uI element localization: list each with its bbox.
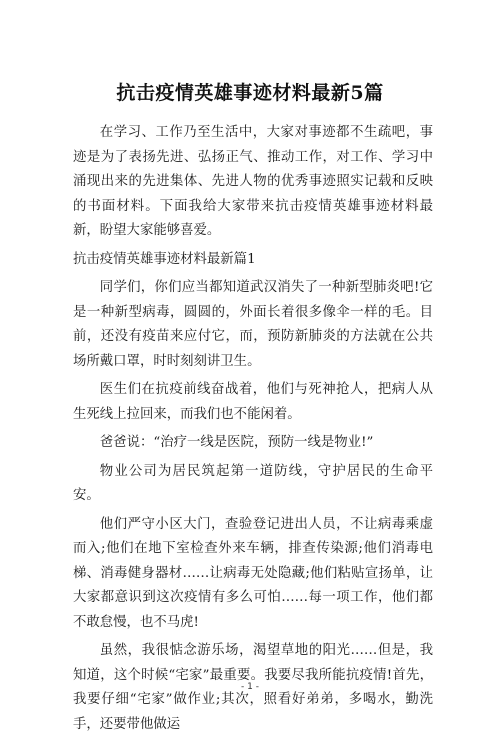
paragraph-intro: 在学习、工作乃至生活中，大家对事迹都不生疏吧，事迹是为了表扬先进、弘扬正气、推动工作，对工作、学习中涌现出来的先进集体、先进人物的优秀事迹照实记载和反映的书面材料。下面我给大家带来抗击疫情英雄事迹材料最新，盼望大家能够喜爱。 <box>73 125 433 238</box>
paragraph: 同学们，你们应当都知道武汉消失了一种新型肺炎吧!它是一种新型病毒，圆圆的，外面长着很多像伞一样的毛。目前，还没有疫苗来应付它，而，预防新肺炎的方法就在公共场所戴口罩，时时刻刻讲卫生。 <box>73 280 433 369</box>
document-title: 抗击疫情英雄事迹材料最新5篇 <box>116 82 384 104</box>
paragraph: 医生们在抗疫前线奋战着，他们与死神抢人，把病人从生死线上拉回来，而我们也不能闲着。 <box>73 382 433 422</box>
paragraph: 虽然，我很惦念游乐场，渴望草地的阳光……但是，我知道，这个时候“宅家”最重要。我要尽我所能抗疫情!首先，我要仔细“宅家”做作业;其次，照看好弟弟，多喝水，勤洗手，还要带他做运 <box>73 643 433 732</box>
section-heading: 抗击疫情英雄事迹材料最新篇1 <box>73 251 256 267</box>
document-body <box>73 121 433 741</box>
page-number: - 1 - <box>241 682 259 692</box>
paragraph: 物业公司为居民筑起第一道防线，守护居民的生命平安。 <box>73 463 433 503</box>
paragraph: 他们严守小区大门，查验登记进出人员，不让病毒乘虚而入;他们在地下室检查外来车辆，排查传染源;他们消毒电梯、消毒健身器材……让病毒无处隐藏;他们粘贴宣扬单，让大家都意识到这次疫情有多么可怕……每一项工作，他们都不敢怠慢，也不马虎! <box>73 516 433 630</box>
paragraph-quote: 爸爸说：“治疗一线是医院，预防一线是物业!” <box>99 435 374 450</box>
